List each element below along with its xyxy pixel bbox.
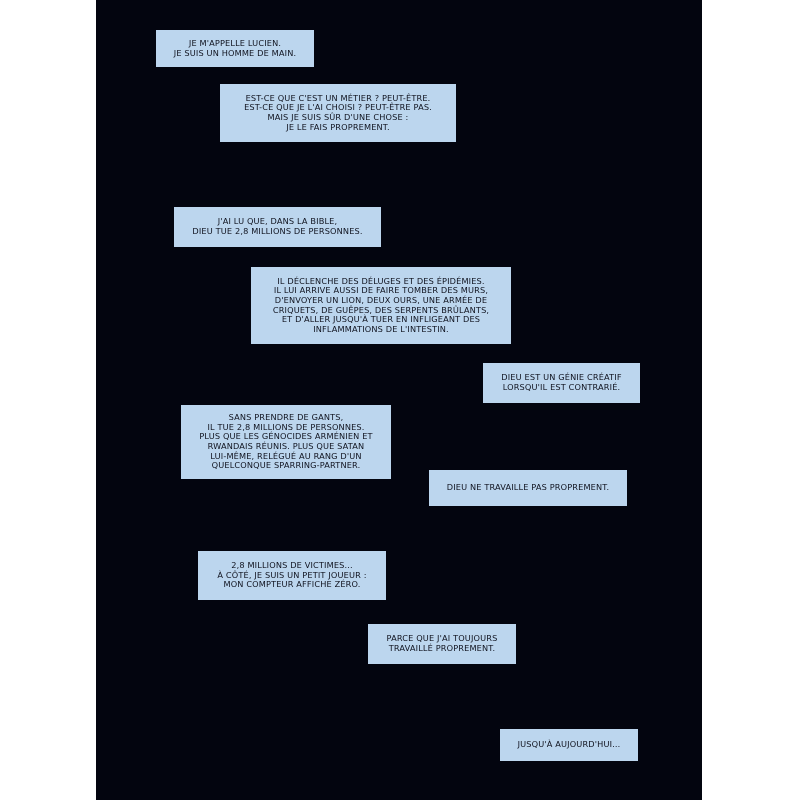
caption-box-8 [198, 551, 386, 600]
caption-line: TRAVAILLÉ PROPREMENT. [388, 643, 496, 653]
caption-line: À CÔTÉ, JE SUIS UN PETIT JOUEUR : [217, 569, 367, 580]
caption-line: D'ENVOYER UN LION, DEUX OURS, UNE ARMÉE DE [274, 294, 488, 305]
comic-panel [96, 0, 702, 800]
caption-line: EST-CE QUE JE L'AI CHOISI ? PEUT-ÊTRE PAS. [244, 102, 432, 113]
caption-line: QUELCONQUE SPARRING-PARTNER. [211, 460, 361, 471]
caption-line: MON COMPTEUR AFFICHE ZÉRO. [223, 579, 361, 590]
caption-box-6 [181, 405, 391, 479]
caption-box-7 [429, 470, 627, 506]
caption-line: MAIS JE SUIS SÛR D'UNE CHOSE : [267, 112, 409, 122]
caption-line: PARCE QUE J'AI TOUJOURS [386, 633, 498, 644]
caption-line: RWANDAIS RÉUNIS. PLUS QUE SATAN [207, 441, 365, 451]
caption-box-9 [368, 624, 516, 664]
caption-box-4 [251, 267, 511, 344]
caption-line: CRIQUETS, DE GUÊPES, DES SERPENTS BRÛLANTS, [272, 304, 490, 315]
caption-line: IL LUI ARRIVE AUSSI DE FAIRE TOMBER DES MURS, [273, 285, 489, 296]
caption-line: IL TUE 2,8 MILLIONS DE PERSONNES. [207, 421, 365, 432]
caption-box-10 [500, 729, 638, 761]
caption-line: ET D'ALLER JUSQU'À TUER EN INFLIGEANT DES [281, 314, 481, 325]
caption-line: DIEU NE TRAVAILLE PAS PROPREMENT. [446, 482, 610, 493]
caption-line: J'AI LU QUE, DANS LA BIBLE, [217, 216, 338, 227]
caption-line: 2,8 MILLIONS DE VICTIMES... [231, 560, 353, 571]
caption-box-3 [174, 207, 381, 247]
caption-line: EST-CE QUE C'EST UN MÉTIER ? PEUT-ÊTRE. [245, 92, 431, 103]
caption-line: IL DÉCLENCHE DES DÉLUGES ET DES ÉPIDÉMIES. [277, 275, 485, 286]
caption-box-1 [156, 30, 314, 67]
caption-line: LUI-MÊME, RELÉGUÉ AU RANG D'UN [210, 450, 362, 461]
caption-line: INFLAMMATIONS DE L'INTESTIN. [313, 323, 449, 334]
caption-line: PLUS QUE LES GÉNOCIDES ARMÉNIEN ET [199, 431, 373, 442]
caption-line: JE LE FAIS PROPREMENT. [286, 121, 390, 132]
caption-line: JE M'APPELLE LUCIEN. [188, 37, 282, 48]
caption-line: DIEU EST UN GÉNIE CRÉATIF [501, 372, 622, 383]
caption-line: JE SUIS UN HOMME DE MAIN. [173, 47, 297, 58]
caption-line: SANS PRENDRE DE GANTS, [228, 412, 344, 423]
caption-box-5 [483, 363, 640, 403]
caption-line: DIEU TUE 2,8 MILLIONS DE PERSONNES. [192, 226, 363, 236]
caption-line: LORSQU'IL EST CONTRARIÉ. [502, 382, 621, 392]
caption-box-2 [220, 84, 456, 142]
caption-line: JUSQU'À AUJOURD'HUI... [517, 739, 621, 750]
